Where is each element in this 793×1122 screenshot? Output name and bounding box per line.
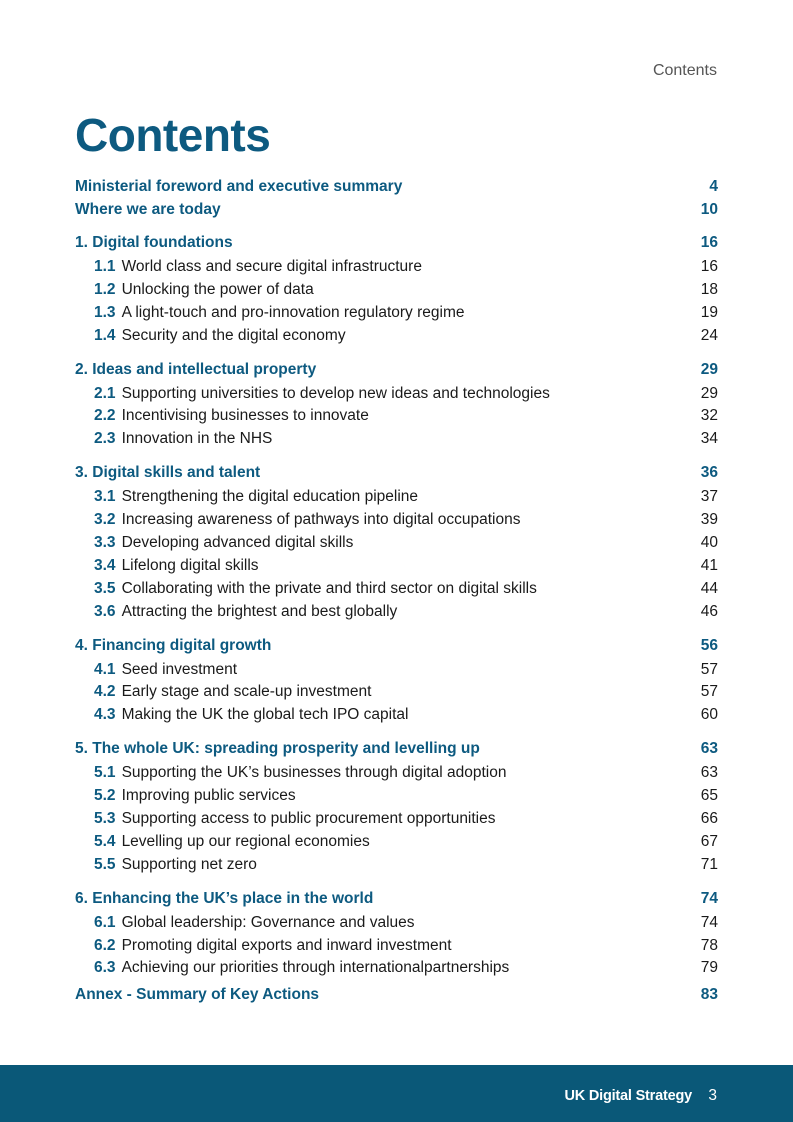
toc-section-label <box>94 256 422 279</box>
toc-section-1-1[interactable] <box>75 256 718 279</box>
toc-section-number: 6.2 <box>94 936 116 954</box>
toc-section-number: 4.2 <box>94 683 116 701</box>
toc-section-title: Achieving our priorities through internationalpartnerships <box>121 959 510 977</box>
toc-section-6-1[interactable] <box>75 912 718 935</box>
toc-section-page: 79 <box>700 959 718 977</box>
footer-bar <box>0 1065 793 1122</box>
toc-section-label <box>94 831 370 854</box>
toc-section-3-2[interactable] <box>75 509 718 532</box>
toc-section-4-1[interactable] <box>75 659 718 682</box>
toc-chapter-title: Digital foundations <box>92 234 233 251</box>
toc-section-label <box>94 486 418 509</box>
toc-section-page: 57 <box>700 683 718 701</box>
toc-section-number: 3.1 <box>94 488 116 506</box>
toc-chapter-label <box>75 886 373 912</box>
toc-section-label <box>94 912 415 935</box>
toc-section-label <box>94 279 314 302</box>
toc-chapter-label <box>75 230 233 256</box>
toc-section-page: 44 <box>700 579 718 597</box>
toc-chapter-page: 63 <box>700 740 718 758</box>
toc-section-label <box>94 302 465 325</box>
toc-section-title: Security and the digital economy <box>121 326 346 344</box>
toc-section-1-2[interactable] <box>75 279 718 302</box>
toc-chapter-page: 16 <box>700 234 718 251</box>
toc-section-number: 4.3 <box>94 706 116 724</box>
toc-section-3-5[interactable] <box>75 578 718 601</box>
toc-section-3-4[interactable] <box>75 555 718 578</box>
toc-section-page: 60 <box>700 706 718 724</box>
toc-section-5-5[interactable] <box>75 854 718 877</box>
toc-section-page: 19 <box>700 303 718 321</box>
toc-section-label <box>94 785 296 808</box>
toc-section-label <box>94 383 550 406</box>
table-of-contents <box>75 175 718 1008</box>
toc-section-title: Early stage and scale-up investment <box>121 683 372 701</box>
toc-section-number: 2.2 <box>94 407 116 425</box>
toc-entry-label: Annex - Summary of Key Actions <box>75 986 320 1004</box>
toc-chapter-5[interactable] <box>75 736 718 762</box>
toc-chapter-label <box>75 357 316 383</box>
toc-section-5-2[interactable] <box>75 785 718 808</box>
toc-entry-page: 83 <box>700 986 718 1004</box>
toc-section-number: 3.2 <box>94 511 116 529</box>
toc-section-number: 3.6 <box>94 602 116 620</box>
toc-section-label <box>94 532 353 555</box>
toc-chapter-title: Ideas and intellectual property <box>92 360 317 378</box>
toc-section-title: Levelling up our regional economies <box>121 832 370 850</box>
toc-chapter-title: The whole UK: spreading prosperity and levelling up <box>92 740 480 758</box>
toc-section-number: 4.1 <box>94 660 116 678</box>
toc-section-title: Improving public services <box>121 787 296 805</box>
toc-section-page: 65 <box>700 787 718 805</box>
toc-section-label <box>94 428 272 451</box>
toc-section-page: 39 <box>700 511 718 529</box>
toc-section-number: 6.3 <box>94 959 116 977</box>
toc-chapter-2[interactable] <box>75 357 718 383</box>
toc-section-title: Lifelong digital skills <box>121 556 259 574</box>
toc-chapter-title: Digital skills and talent <box>92 464 261 482</box>
toc-section-3-6[interactable] <box>75 601 718 624</box>
toc-chapter-title: Enhancing the UK’s place in the world <box>92 889 374 907</box>
toc-section-number: 5.3 <box>94 810 116 828</box>
toc-section-number: 6.1 <box>94 913 116 931</box>
toc-section-number: 5.2 <box>94 787 116 805</box>
toc-section-title: Seed investment <box>121 660 238 678</box>
toc-section-title: Making the UK the global tech IPO capital <box>121 706 409 724</box>
toc-section-6-2[interactable] <box>75 935 718 958</box>
toc-section-title: Strengthening the digital education pipeline <box>121 488 419 506</box>
toc-section-title: Global leadership: Governance and values <box>121 913 415 931</box>
toc-section-page: 66 <box>700 810 718 828</box>
toc-section-number: 3.5 <box>94 579 116 597</box>
toc-section-label <box>94 601 397 624</box>
toc-section-title: Collaborating with the private and third sector on digital skills <box>121 579 537 597</box>
toc-entry-page: 4 <box>709 178 718 195</box>
toc-chapter-4[interactable] <box>75 633 718 659</box>
toc-section-number: 5.1 <box>94 764 116 782</box>
toc-section-title: Supporting access to public procurement opportunities <box>121 810 496 828</box>
toc-section-page: 67 <box>700 832 718 850</box>
toc-chapter-number: 2. <box>75 360 88 378</box>
toc-chapter-page: 74 <box>700 889 718 907</box>
toc-chapter-number: 1. <box>75 234 88 251</box>
toc-section-number: 1.3 <box>94 303 116 321</box>
toc-section-label <box>94 578 537 601</box>
toc-section-title: Supporting the UK’s businesses through digital adoption <box>121 764 507 782</box>
toc-entry-label: Where we are today <box>75 201 221 218</box>
toc-section-label <box>94 935 452 958</box>
toc-entry-annex[interactable] <box>75 982 718 1008</box>
toc-chapter-number: 3. <box>75 464 88 482</box>
toc-section-label <box>94 509 521 532</box>
page-title: Contents <box>75 109 271 161</box>
toc-chapter-number: 4. <box>75 636 88 654</box>
toc-section-page: 32 <box>700 407 718 425</box>
running-head: Contents <box>652 62 717 79</box>
toc-section-title: Innovation in the NHS <box>121 430 273 448</box>
toc-section-number: 2.3 <box>94 430 116 448</box>
toc-section-title: Supporting universities to develop new ideas and technologies <box>121 384 550 402</box>
toc-section-6-3[interactable] <box>75 957 718 980</box>
toc-section-2-1[interactable] <box>75 383 718 406</box>
toc-chapter-6[interactable] <box>75 886 718 912</box>
toc-entry-label: Ministerial foreword and executive summary <box>75 178 403 195</box>
toc-section-number: 1.4 <box>94 326 116 344</box>
toc-section-title: Increasing awareness of pathways into digital occupations <box>121 511 521 529</box>
toc-section-page: 40 <box>700 534 718 552</box>
toc-entry-foreword[interactable] <box>75 175 718 198</box>
toc-section-number: 2.1 <box>94 384 116 402</box>
toc-section-number: 1.1 <box>94 258 116 275</box>
toc-section-page: 29 <box>700 384 718 402</box>
toc-section-4-3[interactable] <box>75 704 718 727</box>
toc-section-page: 74 <box>700 913 718 931</box>
toc-section-title: Incentivising businesses to innovate <box>121 407 369 425</box>
toc-section-page: 24 <box>700 326 718 344</box>
toc-chapter-title: Financing digital growth <box>92 636 272 654</box>
toc-section-label <box>94 957 509 980</box>
toc-section-number: 3.4 <box>94 556 116 574</box>
toc-chapter-label <box>75 460 260 486</box>
toc-section-label <box>94 325 346 348</box>
toc-section-label <box>94 659 237 682</box>
toc-section-page: 63 <box>700 764 718 782</box>
toc-section-title: Supporting net zero <box>121 855 257 873</box>
footer-page-number: 3 <box>708 1087 717 1104</box>
toc-chapter-label <box>75 736 480 762</box>
toc-chapter-page: 56 <box>700 636 718 654</box>
toc-section-page: 78 <box>700 936 718 954</box>
toc-section-page: 71 <box>700 855 718 873</box>
toc-chapter-page: 36 <box>700 464 718 482</box>
toc-section-number: 1.2 <box>94 280 116 298</box>
toc-section-page: 57 <box>700 660 718 678</box>
toc-section-label <box>94 405 369 428</box>
toc-chapter-page: 29 <box>700 360 718 378</box>
footer-title: UK Digital Strategy <box>564 1088 692 1104</box>
toc-section-number: 5.5 <box>94 855 116 873</box>
toc-section-page: 34 <box>700 430 718 448</box>
toc-section-label <box>94 854 257 877</box>
toc-chapter-3[interactable] <box>75 460 718 486</box>
toc-section-page: 41 <box>700 556 718 574</box>
toc-section-4-2[interactable] <box>75 681 718 704</box>
toc-chapter-number: 5. <box>75 740 88 758</box>
toc-section-title: Unlocking the power of data <box>121 280 314 298</box>
toc-chapter-1[interactable] <box>75 230 718 256</box>
toc-section-1-3[interactable] <box>75 302 718 325</box>
toc-section-page: 37 <box>700 488 718 506</box>
toc-section-title: Attracting the brightest and best globally <box>121 602 398 620</box>
toc-section-number: 5.4 <box>94 832 116 850</box>
toc-section-5-1[interactable] <box>75 762 718 785</box>
toc-section-label <box>94 555 259 578</box>
toc-section-3-3[interactable] <box>75 532 718 555</box>
toc-section-label <box>94 808 496 831</box>
toc-section-label <box>94 704 408 727</box>
toc-section-title: Developing advanced digital skills <box>121 534 354 552</box>
toc-section-label <box>94 681 371 704</box>
toc-section-2-3[interactable] <box>75 428 718 451</box>
toc-chapter-label <box>75 633 271 659</box>
toc-section-5-4[interactable] <box>75 831 718 854</box>
toc-section-page: 16 <box>700 258 718 275</box>
toc-section-label <box>94 762 506 785</box>
toc-section-title: A light-touch and pro-innovation regulatory regime <box>121 303 465 321</box>
toc-section-title: World class and secure digital infrastructure <box>121 258 422 275</box>
toc-entry-page: 10 <box>700 201 718 218</box>
toc-section-2-2[interactable] <box>75 405 718 428</box>
toc-section-title: Promoting digital exports and inward investment <box>121 936 452 954</box>
toc-chapter-number: 6. <box>75 889 88 907</box>
toc-section-1-4[interactable] <box>75 325 718 348</box>
toc-section-page: 18 <box>700 280 718 298</box>
toc-section-3-1[interactable] <box>75 486 718 509</box>
toc-entry-where-we-are-today[interactable] <box>75 198 718 221</box>
toc-section-number: 3.3 <box>94 534 116 552</box>
toc-section-5-3[interactable] <box>75 808 718 831</box>
toc-chapters <box>75 230 718 980</box>
toc-section-page: 46 <box>700 602 718 620</box>
